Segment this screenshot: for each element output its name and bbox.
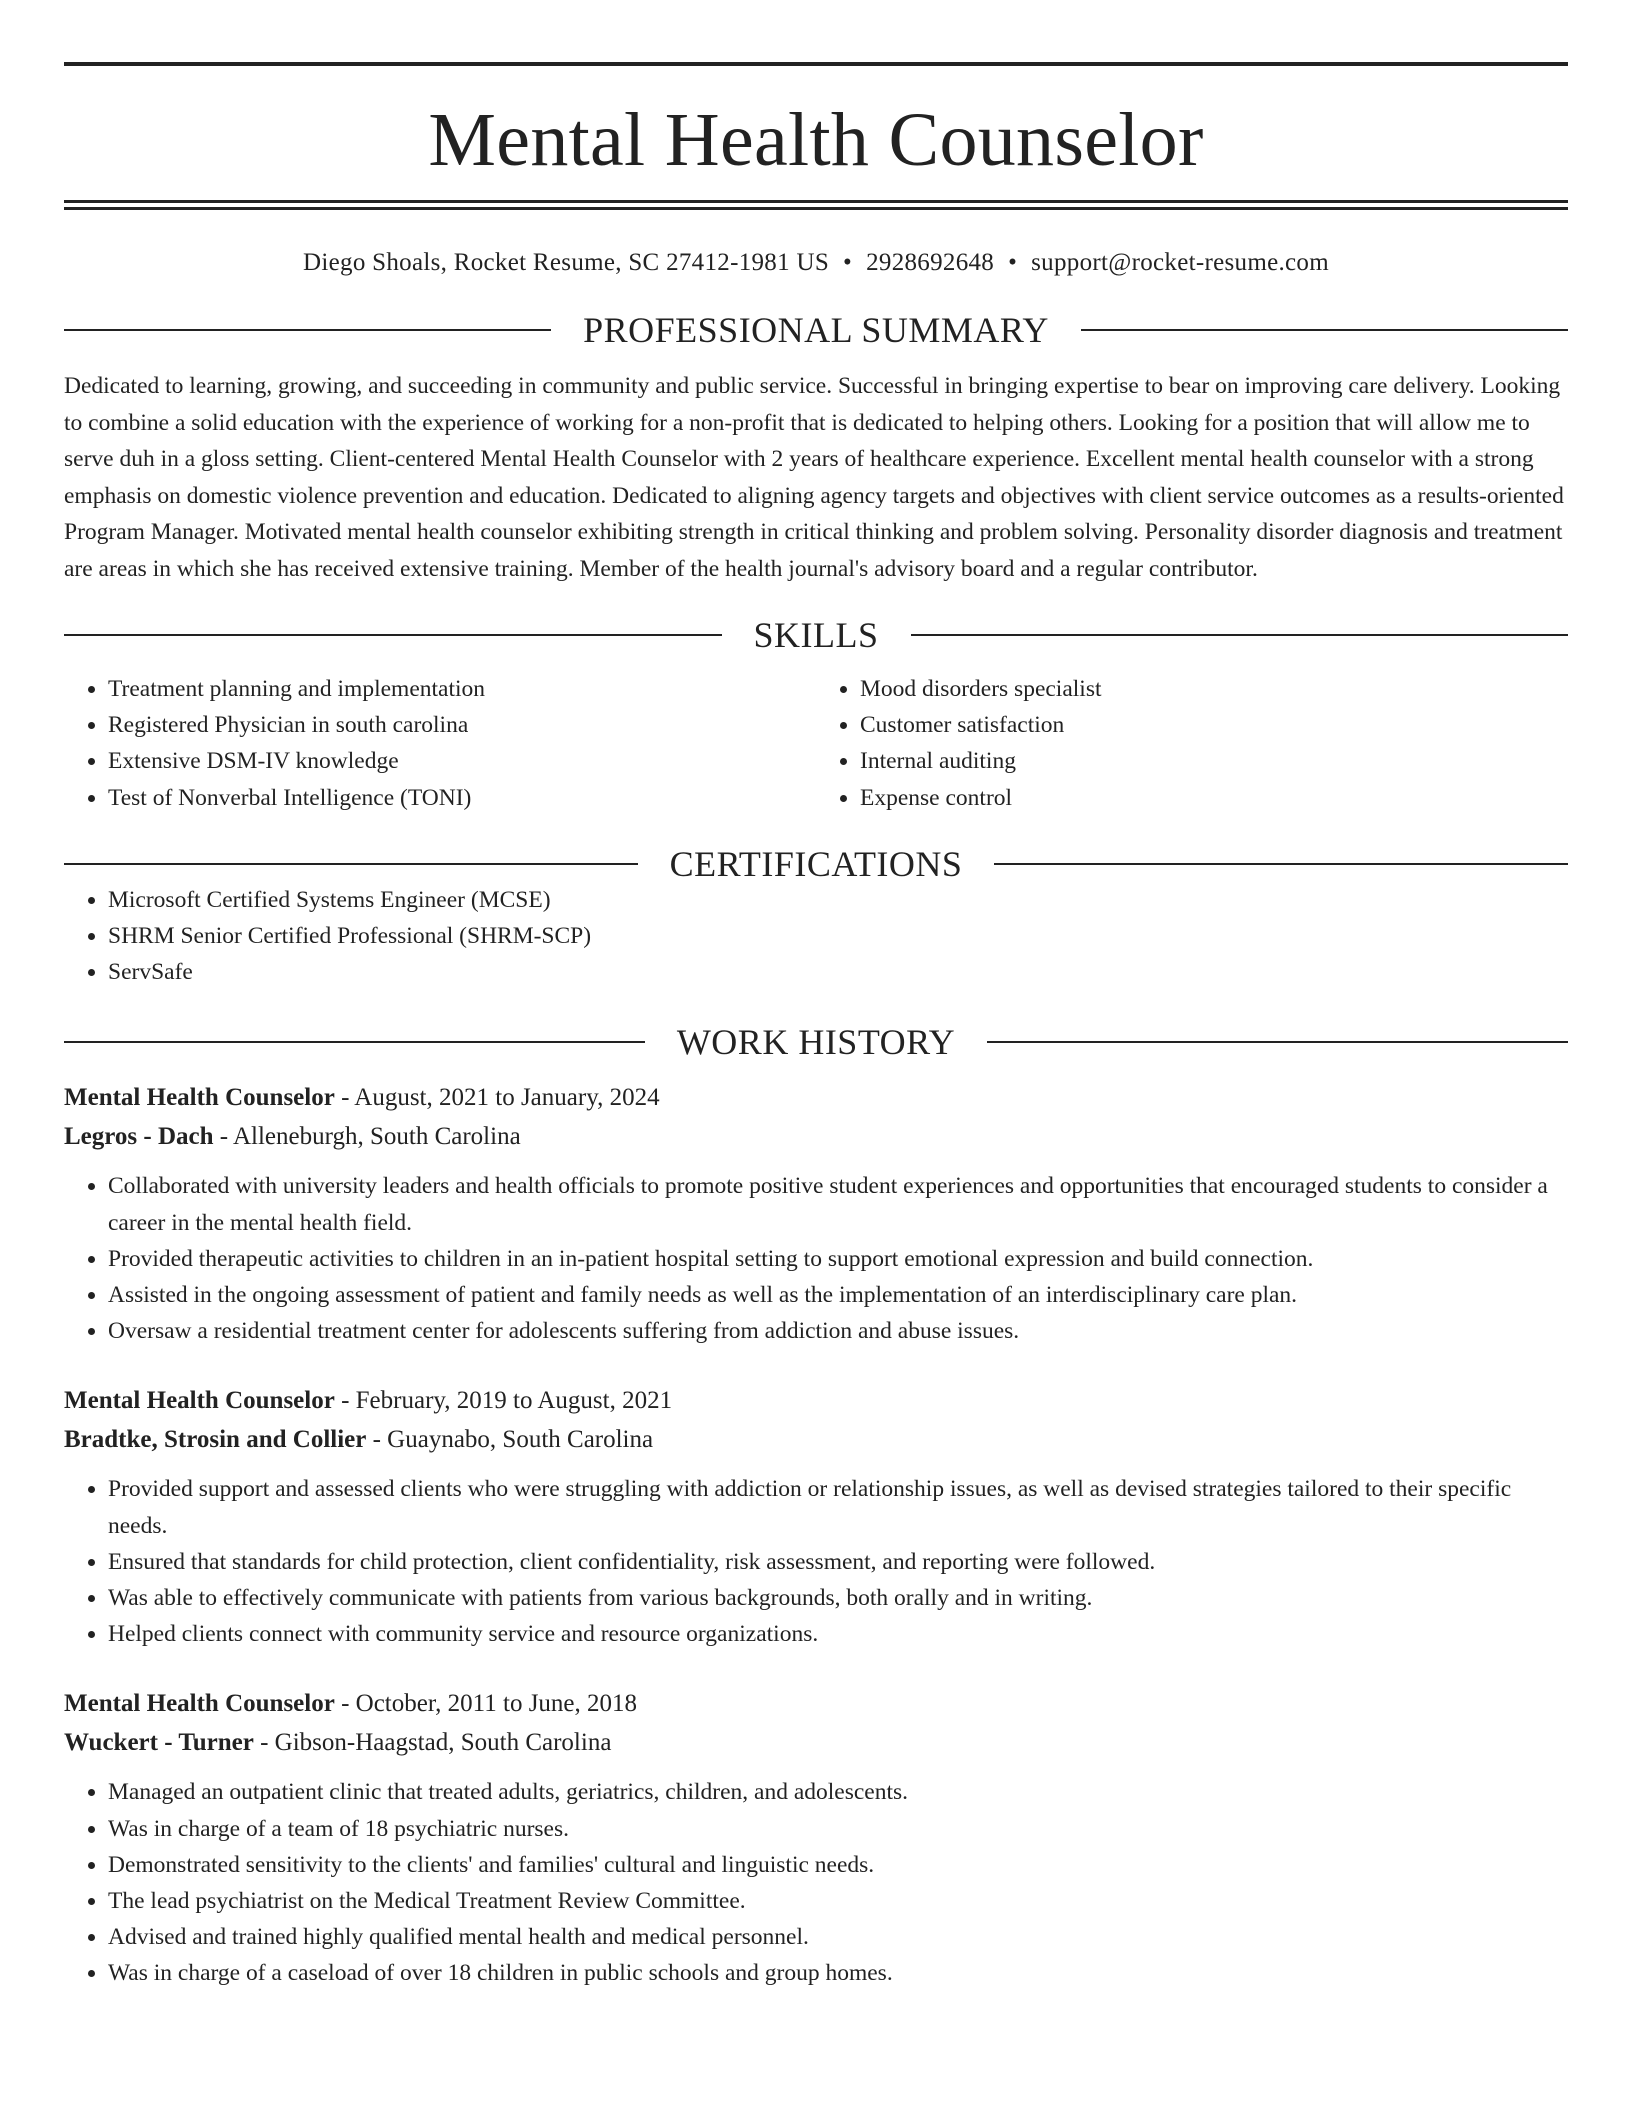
skill-item: • Customer satisfaction	[860, 707, 1568, 743]
skill-item: • Expense control	[860, 780, 1568, 816]
job-role: Mental Health Counselor	[64, 1690, 335, 1718]
job-company: Bradtke, Strosin and Collier	[64, 1426, 367, 1454]
section-header-summary	[64, 312, 1568, 348]
job-bullet: • Provided therapeutic activities to children in an in-patient hospital setting to support emotional expression and build connection.	[108, 1241, 1568, 1277]
job-bullet: • Managed an outpatient clinic that treated adults, geriatrics, children, and adolescents.	[108, 1774, 1568, 1810]
contact-line	[64, 248, 1568, 278]
job-bullet: • Assisted in the ongoing assessment of patient and family needs as well as the implementation of an interdisciplinary care plan.	[108, 1277, 1568, 1313]
job-title-line	[64, 1684, 1568, 1723]
section-title-work-history: WORK HISTORY	[676, 1022, 956, 1063]
job-company-line	[64, 1420, 1568, 1459]
top-rule	[64, 62, 1568, 66]
resume-title: Mental Health Counselor	[428, 98, 1204, 182]
section-rule-left	[64, 329, 551, 331]
job-bullets	[64, 1774, 1568, 1991]
job-company-line	[64, 1723, 1568, 1762]
section-header-work-history	[64, 1022, 1568, 1063]
section-title-summary: PROFESSIONAL SUMMARY	[583, 310, 1049, 350]
skill-item: • Test of Nonverbal Intelligence (TONI)	[108, 780, 816, 816]
job-dates: - August, 2021 to January, 2024	[334, 1084, 660, 1112]
job-location: - Gibson-Haagstad, South Carolina	[253, 1729, 612, 1757]
contact-separator: •	[843, 249, 853, 276]
job-bullet: • Helped clients connect with community service and resource organizations.	[108, 1616, 1568, 1652]
section-rule-right	[1081, 329, 1568, 331]
job-bullet: • Demonstrated sensitivity to the clients' and families' cultural and linguistic needs.	[108, 1847, 1568, 1883]
certification-item: • ServSafe	[108, 954, 1568, 990]
summary-paragraph: Dedicated to learning, growing, and succeeding in community and public service. Successful in bringing expertise to bear on improving care delivery. Looking to combine a solid education with the experience of working for a non-profit that is dedicated to helping others. Looking for a position that will allow me to serve duh in a gloss setting. Client-centered Mental Health Counselor with 2 years of healthcare experience. Excellent mental health counselor with a strong emphasis on domestic violence prevention and education. Dedicated to aligning agency targets and objectives with client service outcomes as a results-oriented Program Manager. Motivated mental health counselor exhibiting strength in critical thinking and problem solving. Personality disorder diagnosis and treatment are areas in which she has received extensive training. Member of the health journal's advisory board and a regular contributor.	[64, 373, 1564, 582]
skills-columns	[64, 671, 1568, 816]
section-rule-right	[987, 1041, 1568, 1043]
section-rule-left	[64, 634, 722, 636]
job-company: Legros - Dach	[64, 1123, 214, 1151]
job-bullet: • The lead psychiatrist on the Medical Treatment Review Committee.	[108, 1883, 1568, 1919]
job-bullet: • Oversaw a residential treatment center for adolescents suffering from addiction and abuse issues.	[108, 1313, 1568, 1349]
job-title-line	[64, 1078, 1568, 1117]
skill-item: • Mood disorders specialist	[860, 671, 1568, 707]
certifications-list	[64, 882, 1568, 991]
job-bullets	[64, 1168, 1568, 1349]
skill-item: • Treatment planning and implementation	[108, 671, 816, 707]
job-role: Mental Health Counselor	[64, 1084, 335, 1112]
job-company: Wuckert - Turner	[64, 1729, 254, 1757]
section-title-skills: SKILLS	[753, 615, 879, 655]
skill-item: • Registered Physician in south carolina	[108, 707, 816, 743]
section-rule-left	[64, 1041, 645, 1043]
job-bullet: • Was in charge of a team of 18 psychiatric nurses.	[108, 1811, 1568, 1847]
section-rule-right	[911, 634, 1569, 636]
skill-item: • Internal auditing	[860, 743, 1568, 779]
section-header-skills	[64, 617, 1568, 653]
contact-separator: •	[1008, 249, 1018, 276]
job-bullet: • Advised and trained highly qualified mental health and medical personnel.	[108, 1919, 1568, 1955]
job-location: - Alleneburgh, South Carolina	[213, 1123, 521, 1151]
job-role: Mental Health Counselor	[64, 1387, 335, 1415]
job-bullet: • Provided support and assessed clients who were struggling with addiction or relationship issues, as well as devised strategies tailored to their specific needs.	[108, 1471, 1568, 1543]
section-header-certifications	[64, 843, 1568, 884]
job-title-line	[64, 1381, 1568, 1420]
section-rule-right	[994, 863, 1568, 865]
job-bullet: • Was in charge of a caseload of over 18 children in public schools and group homes.	[108, 1955, 1568, 1991]
job-location: - Guaynabo, South Carolina	[366, 1426, 654, 1454]
job-entry	[64, 1684, 1568, 1991]
contact-email: support@rocket-resume.com	[1031, 249, 1329, 276]
job-bullet: • Was able to effectively communicate with patients from various backgrounds, both orally and in writing.	[108, 1580, 1568, 1616]
section-rule-left	[64, 863, 638, 865]
job-dates: - October, 2011 to June, 2018	[334, 1690, 638, 1718]
job-company-line	[64, 1117, 1568, 1156]
skill-item: • Extensive DSM-IV knowledge	[108, 743, 816, 779]
certification-item: • SHRM Senior Certified Professional (SHRM-SCP)	[108, 918, 1568, 954]
job-entry	[64, 1381, 1568, 1652]
contact-address: Diego Shoals, Rocket Resume, SC 27412-1981 US	[303, 249, 830, 276]
section-title-certifications: CERTIFICATIONS	[669, 843, 963, 884]
job-entry	[64, 1078, 1568, 1349]
job-bullet: • Ensured that standards for child protection, client confidentiality, risk assessment, and reporting were followed.	[108, 1544, 1568, 1580]
contact-phone: 2928692648	[866, 249, 995, 276]
certification-item: • Microsoft Certified Systems Engineer (MCSE)	[108, 882, 1568, 918]
skills-list-right	[816, 671, 1568, 816]
job-dates: - February, 2019 to August, 2021	[334, 1387, 673, 1415]
job-bullet: • Collaborated with university leaders and health officials to promote positive student experiences and opportunities that encouraged students to consider a career in the mental health field.	[108, 1168, 1568, 1240]
job-bullets	[64, 1471, 1568, 1652]
title-double-rule	[64, 200, 1568, 210]
skills-list-left	[64, 671, 816, 816]
